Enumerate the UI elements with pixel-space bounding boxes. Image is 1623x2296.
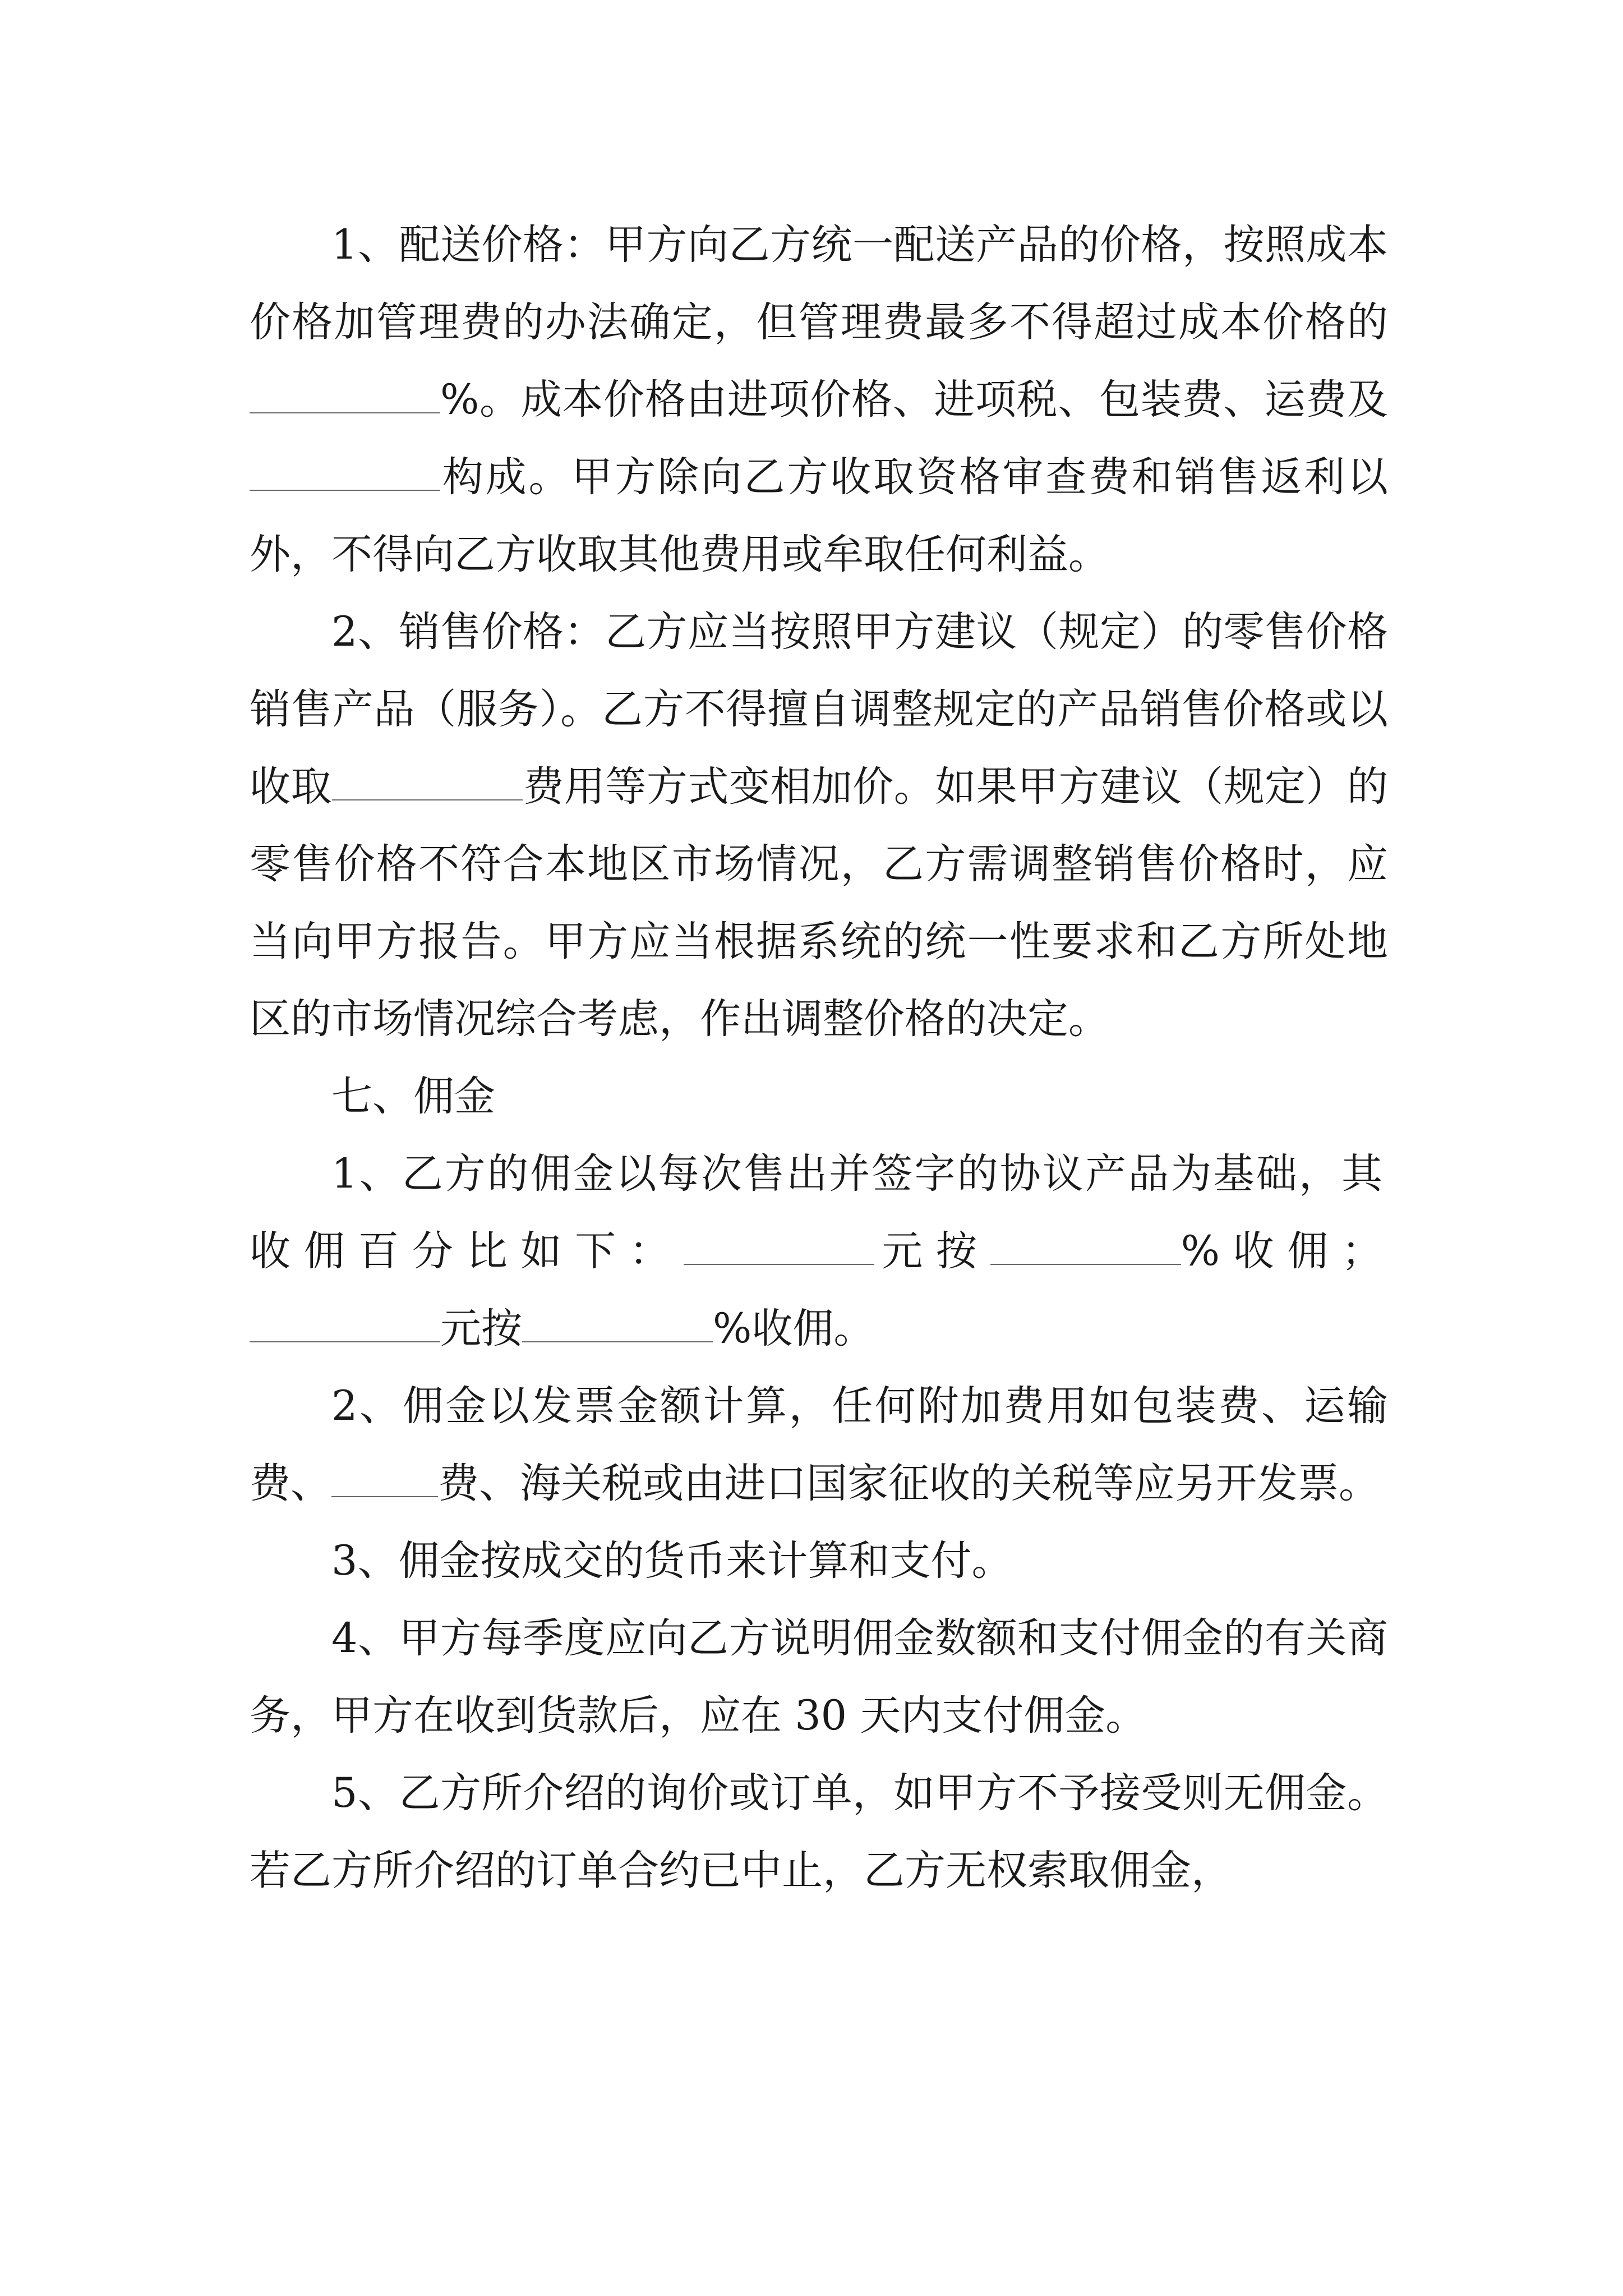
clause-text: 元按 [440,1305,522,1352]
clause-commission-currency: 3、佣金按成交的货币来计算和支付。 [331,1537,1013,1585]
clause-commission-invoice [250,1368,1388,1522]
blank-field[interactable] [331,1461,438,1497]
blank-field[interactable] [332,765,523,800]
section-heading-commission: 七、佣金 [331,1073,495,1120]
clause-text: %收佣； [1181,1227,1388,1275]
clause-text: %收佣。 [713,1305,875,1352]
blank-field[interactable] [990,1229,1181,1265]
clause-commission-rejection: 5、乙方所介绍的询价或订单，如甲方不予接受则无佣金。若乙方所介绍的订单合约已中止，乙方无权索取佣金， [250,1769,1388,1894]
clause-text: 构成。甲方除向乙方收取资格审查费和销售返利以外，不得向乙方收取其他费用或牟取任何利益。 [250,453,1388,578]
clause-commission-payment: 4、甲方每季度应向乙方说明佣金数额和支付佣金的有关商务，甲方在收到货款后，应在 30 天内支付佣金。 [250,1614,1388,1740]
clause-text: 费用等方式变相加价。如果甲方建议（规定）的零售价格不符合本地区市场情况，乙方需调整销售价格时，应当向甲方报告。甲方应当根据系统的统一性要求和乙方所处地区的市场情况综合考虑，作出调整价格的决定。 [250,763,1389,1043]
blank-field[interactable] [250,455,440,491]
clause-text: 1、配送价格：甲方向乙方统一配送产品的价格，按照成本价格加管理费的办法确定，但管理费最多不得超过成本价格的 [250,221,1388,346]
clause-text: 元按 [874,1227,990,1275]
clause-delivery-price [250,206,1388,593]
blank-field[interactable] [522,1306,713,1342]
clause-text: 其收佣百分比如下： [250,1150,1388,1275]
document-page [250,206,1388,1910]
clause-text: %。成本价格由进项价格、进项税、包装费、运费及 [440,376,1388,424]
clause-text: 2、佣金以发票金额计算，任何附加费用如包装费、运输费、 [250,1382,1388,1507]
clause-commission-basis [250,1135,1388,1368]
clause-text: 2、销售价格：乙方应当按照甲方建议（规定）的零售价格销售产品（服务）。乙方不得擅自调整规定的产品销售价格或以收取 [250,608,1388,811]
clause-sales-price [250,593,1388,1058]
clause-text: 费、海关税或由进口国家征收的关税等应另开发票。 [438,1460,1380,1507]
blank-field[interactable] [250,1306,440,1342]
blank-field[interactable] [684,1229,874,1265]
clause-text: 1、乙方的佣金以每次售出并签字的协议产品为基础， [331,1150,1341,1198]
blank-field[interactable] [250,378,440,413]
